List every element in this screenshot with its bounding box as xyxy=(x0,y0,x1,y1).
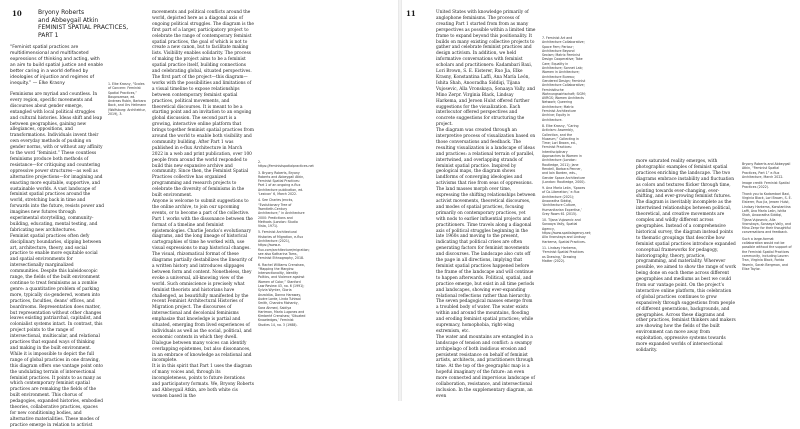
body-column-1 xyxy=(436,10,536,400)
footnote: 5. Feminist Architectural Histories of Migration, e-flux Architecture (2021), https://www.e-flux.com/architecture/migration; see also Katharina Tams, Feminist Ethnography, 2018. xyxy=(258,230,310,261)
paragraph: United States with knowledge primarily of anglophone feminisms. The process of creating Part 1 started from from as many perspectives as possible within a limited time frame to expand beyond this positionality. It builds on many existing collective projects to gather and celebrate feminist practices and design activism. In addition, we held informative conversations with feminist scholars and practitioners: Kadambari Baxi, Lori Brown, S. E. Eisterer, Ruo Jia, Elke Krasny, Konstantina Laffi, Ana María León, Ishita Shah, Anooradha Siddiqi, Tijana Vujosevic, Alla Vronskaya, Sonaaya Vally, and Mino Zerpr. Virginia Black, Lindsay Harkema, and Jeroen Hulst offered further suggestions for the visualization. Each interlocutor offered perspectives and concrete suggestions for structuring the project. xyxy=(436,10,536,128)
right-page xyxy=(402,0,800,401)
footnote: 1. Elke Krasny, “Scales of Concern: Feminist Spatial Practices,” Bauprozesse, ed. Andreas Rubin, Barbara Bock, and Urs Heilmann (Wolfsburg: Architektur, 2019), 3. xyxy=(108,82,147,117)
paragraph: The diagram is inevitably incomplete as the intertwined relationships between political, theoretical, and creative movements are complex and wildly different across geographies. Instead of a comprehensive historical survey, the diagram instead points to thematic groupings that describe how feminist spatial practices introduce expanded conceptual frameworks for pedagogy, historiography, theory, practice, programming, and materiality. Wherever possible, we aimed to show the range of work being done on each theme across different geographies and mediums as best we could from our vantage point. On the project’s interactive online platform, this celebration of global practices continues to grow expansively through suggestions from people of different generations, backgrounds, and geographies. Across these diagrams and other practices, feminist thinkers and makers are showing how the fields of the built environment can move away from exploitation, oppressive systems towards more expanded worlds of intersectional solidarity. xyxy=(636,200,736,353)
footnote: 6. Rachel Williams Crenshaw, “Mapping the Margins: Intersectionality, Identity Politics, and Violence against Women of Color,” Stanford Law Review 43, no. 6 (1991); Sylvia Wynter, Gloria Anzaldúa, Donna Haraway, Audre Lorde, Linda Tuhiwai Smith, Chandra Mohanty, Sara Ahmed, Saidiya Hartman, María Lugones and Kimberlé Crenshaw; ‘Situated Knowledges,’ Feminist Studies 14, no. 3 (1988). xyxy=(258,262,306,327)
footnote: 9. Ana María León, ‘Spaces of Co-Liberation,’ e-flux Architecture (2021); Anooradha Siddiqi, ‘Architecture Culture, Humanitarian Expertise,’ Grey Room 61 (2015). xyxy=(542,186,586,216)
left-page xyxy=(0,0,398,428)
footnote: 11. Lindsay Harkema, ‘Feminist Spatial Practices as Drawing,’ Drawing Matter (2022). xyxy=(542,245,584,263)
footnote-column xyxy=(258,160,314,329)
footnote: 3. Bryony Roberts, Bryony Roberts and Abbeygail Atkin, Feminist Spatial Practices: Part 1 of an ongoing e-flux Architecture publication, ed. ‘Lexicon’ 6, March 2022. xyxy=(258,170,305,197)
body-column-2 xyxy=(636,159,736,354)
footnote: 4. See Charles Jencks, “Evolutionary Tree of Twentieth-Century Architecture,” in Architecture 2000: Predictions and Methods (London: Studio Vista, 1971). xyxy=(258,198,305,229)
paragraph: It is in this spirit that Part 1 uses the diagram of many voices and, through its incompleteness, points to future iterations and participatory formats. We, Bryony Roberts and Abbeygail Atkin, are both white cis women based in the xyxy=(152,364,254,399)
footnote: 8. Elke Krasny, “Caring Activism: Assembly, Collection, and the Museum,” Collecting in Time; Lori Brown, ed., Feminist Practices: Interdisciplinary Approaches to Women in Architecture (London: Routledge, 2011); Jane Rendell, Barbara Penner, and Iain Borden, eds., Gender Space Architecture (London: Routledge, 2000). xyxy=(542,123,586,184)
running-head-line: Bryony Roberts xyxy=(38,9,85,16)
paragraph: movements and political conflicts around the world, depicted here as a diagonal axis of ongoing political struggles. The diagram is the first part of a larger, participatory project to celebrate the range of contemporary feminist spatial practices, the goal of which is not to create a new canon, but to facilitate making lists. Visibility enables solidarity. The process of making the project aims to be a feminist spatial practice itself, building connections and celebrating global, situated perspectives. xyxy=(152,10,254,75)
paragraph: The diagram was created through an interpretive process of visualization based on those conversations and feedback. The resulting visualization is a landscape of ideas and practices: a relational terrain of parallel, intertwined, and overlapping strands of feminist spatial practice. Inspired by geological maps, the diagram shows landforms of converging ideologies and activisms that rise from seas of oppressions. The land masses morph over time, expressing the shifting relationships between activist movements, theoretical discourses, and modes of spatial practices, focusing primarily on contemporary practices, yet with nods to earlier influential projects and practitioners. Time travels along a diagonal axis of political struggles beginning in the late 1960s and moving to the present, indicating that political crises are often generating factors for feminist movements and discourses. The landscape also cuts off the page in all directions, implying that feminist spatial practices happened before the frame of the landscape and will continue to happen afterwards. Political, spatial, and practice emerge, but exist in all time periods and landscapes, showing ever-expanding relational reflections rather than hierarchy. xyxy=(436,128,536,299)
paragraph: The first part of the project—this diagram—works with the possibilities and limitations of a visual timeline to expose relationships between contemporary feminist spatial practices, political movements, and theoretical discourses. It is meant to be a starting point and an invitation to an ongoing global discussion. The second part is a growing, interactive online platform that brings together feminist spatial practices from around the world to enable both visibility and community building. After Part 1 was published in e-flux Architecture in March 2022 in a web and print publication, over 100 people from around the world responded to build this new expansive archive and community. Since then, the Feminist Spatial Practices collective has organized programming and research projects to celebrate the diversity of feminisms in the built environment. xyxy=(152,74,254,199)
footnote: 2. https://feministspatialpractices.net xyxy=(258,160,314,169)
paragraph: Feminist spatial practices often defy disciplinary boundaries, slipping between art, architecture, theory, and social practice to enable more equitable social and spatial environments for intersectionally marginalized communities. Despite this kaleidoscopic range, the fields of the built environment continue to treat feminisms as a zombie genre: a quantitative problem of parking more, typically cis-gendered, women into practices, faculties, deans’ offices, and boardrooms. Representation does matter, but representation without other changes leaves existing patriarchal, capitalist, and colonialist systems intact. In contrast, this project points to the range of intersectional, multiscalar, and relational practices that expand ways of thinking and making in the built environment. xyxy=(10,233,103,351)
running-head-line: FEMINIST SPATIAL PRACTICES, xyxy=(38,24,129,31)
page-number: 11 xyxy=(406,9,416,18)
footnote-column xyxy=(542,36,592,265)
footnote-column xyxy=(742,162,792,273)
paragraph: While it is impossible to depict the full range of global practices in one drawing, this diagram offers one vantage point onto the undulating terrain of intersectional feminist practices. It points to as many as which contemporary feminist spatial practices are remaking the fields of the built environment. This chorus of pedagogies, expanded histories, embodied theories, collaborative practices, spaces for new conditioning bodies, and alternative materialities. These modes of practice emerge in relation to activist xyxy=(10,351,103,428)
paragraph: Feminisms are myriad and countless. In every region, specific movements and discourses about gender emerge, entangled with local political struggles and cultural histories. Ideas shift and leap between geographies, gaining new allegiances, oppositions, and transformations. Individuals invent their own everyday methods of pushing on gender norms, with or without any affinity to the word “feminist.” These countless feminisms produce both methods of resistance—for critiquing and countering oppressive power structures—as well as alternative projections—for imagining and enacting more equitable, supportive, and sustainable worlds. A vast landscape of feminist spatial practices around the world, stretching back in time and forwards into the future, resists power and imagines new futures through experimental storytelling, community-building, educating, mental testing, and fabricating new architectures. xyxy=(10,92,104,233)
footnote: 7. Feminist Art and Architecture Collaborative; Space Fem; Parlour; Architecture Beyond Sexism; Matrix Feminist Design Cooperative; Take Care; Equality in Architecture; Sonnet Lab; Women in Architecture; Architecture Bureau; Gendered Design; Feminist Architecture Collaborative; Feministische Wohnungswirtschaft; SIGM; AVRGS; Women Architects Network; Queering Architecture; Matrix Feminist Architecture Archive; Equity in Architecture. xyxy=(542,36,586,122)
footnote: Thank you to Kadambari Baxi, Virginia Black, Lori Brown, S. E. Eisterer, Ruo Jia, Jeroen Hulst, Lindsay Harkema, Konstantina Laffi, Ana María León, Ishita Shah, Anooradha Siddiqi, Tijana Vujosevic, Alla Vronskaya, Sonaaya Vally, and Mino Zerpr for their thoughtful conversations and feedback. xyxy=(742,191,792,235)
footnote: Image credit: Feminist Spatial Practices (2022). xyxy=(742,181,790,190)
footnote: 10. Tijana Vujosevic and Sonaaya Vally, Spatial Agency, https://www.spatialagency.net; Alla Vronskaya and Lindsay Harkema, Spatial Practices. xyxy=(542,218,592,244)
paragraph: more saturated reality emerges, with photographic examples of feminist spatial practices enriching the landscape. The two diagrams embrace instability and fluctuation as colors and textures flicker through time, pointing towards ever-changing, ever-shifting, and ever-growing feminist futures. xyxy=(636,159,735,200)
paragraph: The seven pedagogical masses emerge from a troubled body of water. The water exists within and around the mountains, flooding and eroding feminist spatial practices; while supremacy, homophobia, right-wing extremism, etc. xyxy=(436,299,534,334)
page-number: 10 xyxy=(12,9,22,18)
paragraph: The water and mountains are entangled in a landscape of tension and conflict: a swampy archipelago of both insidious erosion and persistent resistance on behalf of feminist artists, architects, and practitioners through time. At the top of the geographic map is a hopeful imaginary of the future: an even more connected and impervious landscape of collaboration, resistance, and intersectional inclusion. In the supplementary diagram, an even xyxy=(436,334,535,399)
paragraph: Anyone is welcome to submit suggestions to the online archive, to join our upcoming events, or to become a part of the collective. xyxy=(152,199,250,216)
running-head-line: PART 1 xyxy=(38,31,59,39)
body-column-2 xyxy=(152,10,254,400)
epigraph: “Feminist spatial practices are multidimensional and multifaceted expressions of thinking and acting, with an aim to build spatial justice and enable better caring in a world defined by ideologies of injustice and regimes of inequity.” — Elke Krasny xyxy=(10,45,104,86)
footnote: Bryony Roberts and Abbeygail Atkin, “Feminist Spatial Practices, Part 1” e-flux Architecture, March 2022. xyxy=(742,162,791,179)
paragraph: Part 1 works with the dissonance between the format of a timeline and feminist epistemologies. Charlie Jencks’s evolutionary diagrams, and the long lineage of historical cartographies of time he worked with, use visual expressions to map historical changes. The visual, rhizomatical format of these diagrams partially destabilizes the linearity of a written history and introduces slippages between form and content. Nonetheless, they evoke a universal, all-knowing view of the world. Such omniscience is precisely what feminist theorists and historians have challenged, as beautifully manifested by the recent Feminist Architectural Histories of Migration project. The discourses of intersectional and decolonial feminisms emphasize that knowledge is partial and situated, emerging from lived experiences of individuals as well as the social, political, and economic contexts in which they dwell. Dialogue between many voices can identify overlapping epistemes, but also dissonances, in an embrace of knowledge as relational and incomplete. xyxy=(152,216,253,364)
body-column-1 xyxy=(10,45,104,429)
running-head-line: and Abbeygail Atkin xyxy=(38,16,99,24)
footnote-column xyxy=(108,82,148,118)
footnote: Such a large-format collaboration would not be possible without the support of the Feminist Spatial Practices community, including Lauren Tran, Virginia Black, Farida Yasmin, Sarah Bergman, and Elise Taylor. xyxy=(742,236,792,271)
